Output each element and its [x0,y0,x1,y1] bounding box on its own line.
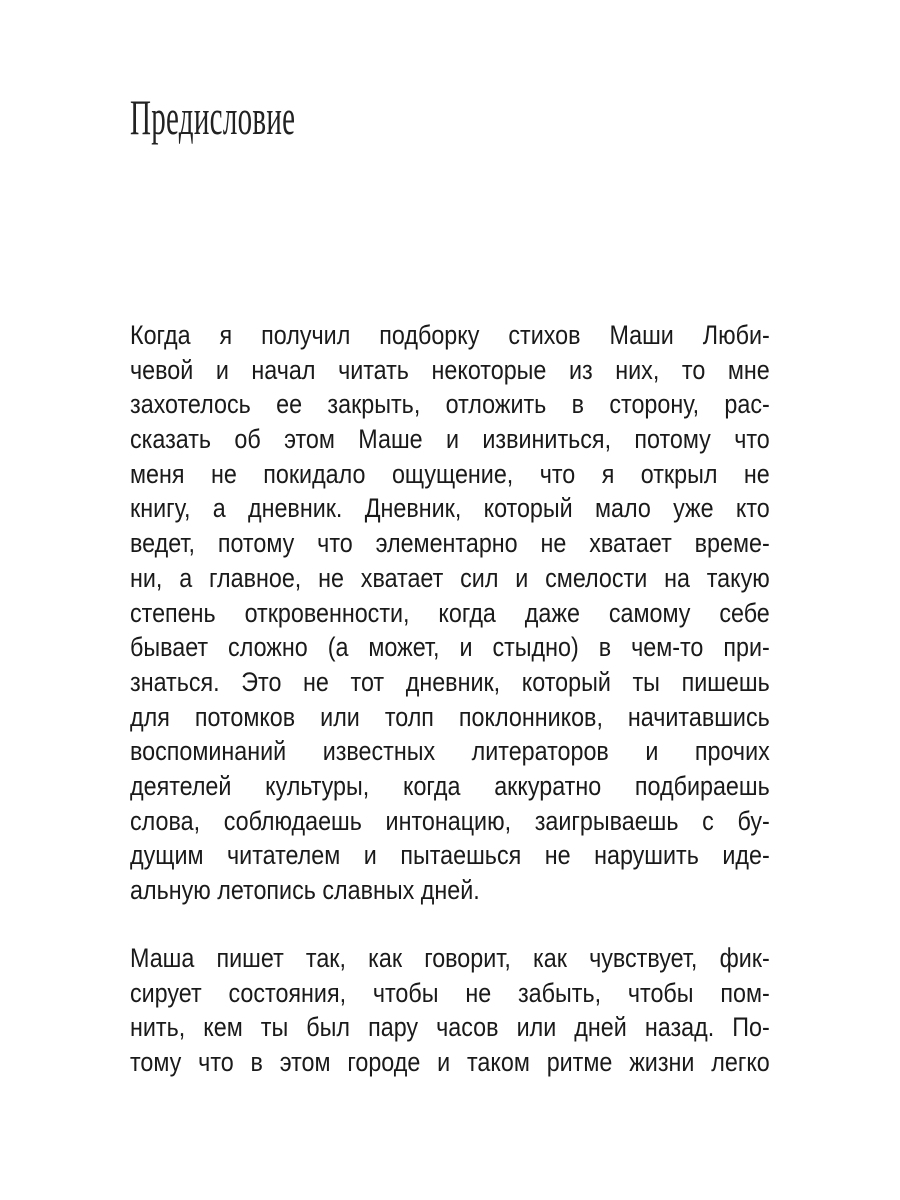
text-line: дущим читателем и пытаешься не нарушить иде- [130,840,770,871]
paragraph-2 [130,941,857,1080]
text-line: бывает сложно (а может, и стыдно) в чем-то при- [130,632,770,663]
text-line: тому что в этом городе и таком ритме жизни легко [130,1047,770,1078]
text-line: Маша пишет так, как говорит, как чувствует, фик- [130,943,770,973]
paragraph-1 [130,318,857,908]
text-line: альную летопись славных дней. [130,875,480,905]
text-line: для потомков или толп поклонников, начитавшись [130,701,770,732]
text-line: степень откровенности, когда даже самому себе [130,597,770,628]
text-line: меня не покидало ощущение, что я открыл не [130,458,770,489]
text-line: Когда я получил подборку стихов Маши Люби- [130,320,770,350]
text-line: сирует состояния, чтобы не забыть, чтобы пом- [130,977,770,1008]
page-title: Предисловие [130,89,296,145]
text-line: знаться. Это не тот дневник, который ты пишешь [130,666,770,697]
text-line: чевой и начал читать некоторые из них, то мне [130,354,770,385]
text-line: воспоминаний известных литераторов и прочих [130,736,770,767]
text-line: сказать об этом Маше и извиниться, потому что [130,424,770,455]
text-line: захотелось ее закрыть, отложить в сторону, рас- [130,389,770,420]
text-line: нить, кем ты был пару часов или дней назад. По- [130,1012,770,1043]
text-line: ни, а главное, не хватает сил и смелости на такую [130,562,770,593]
text-line: слова, соблюдаешь интонацию, заигрываешь с бу- [130,805,770,836]
text-line: деятелей культуры, когда аккуратно подбираешь [130,770,770,801]
text-line: ведет, потому что элементарно не хватает време- [130,528,770,559]
text-line: книгу, а дневник. Дневник, который мало уже кто [130,493,770,524]
